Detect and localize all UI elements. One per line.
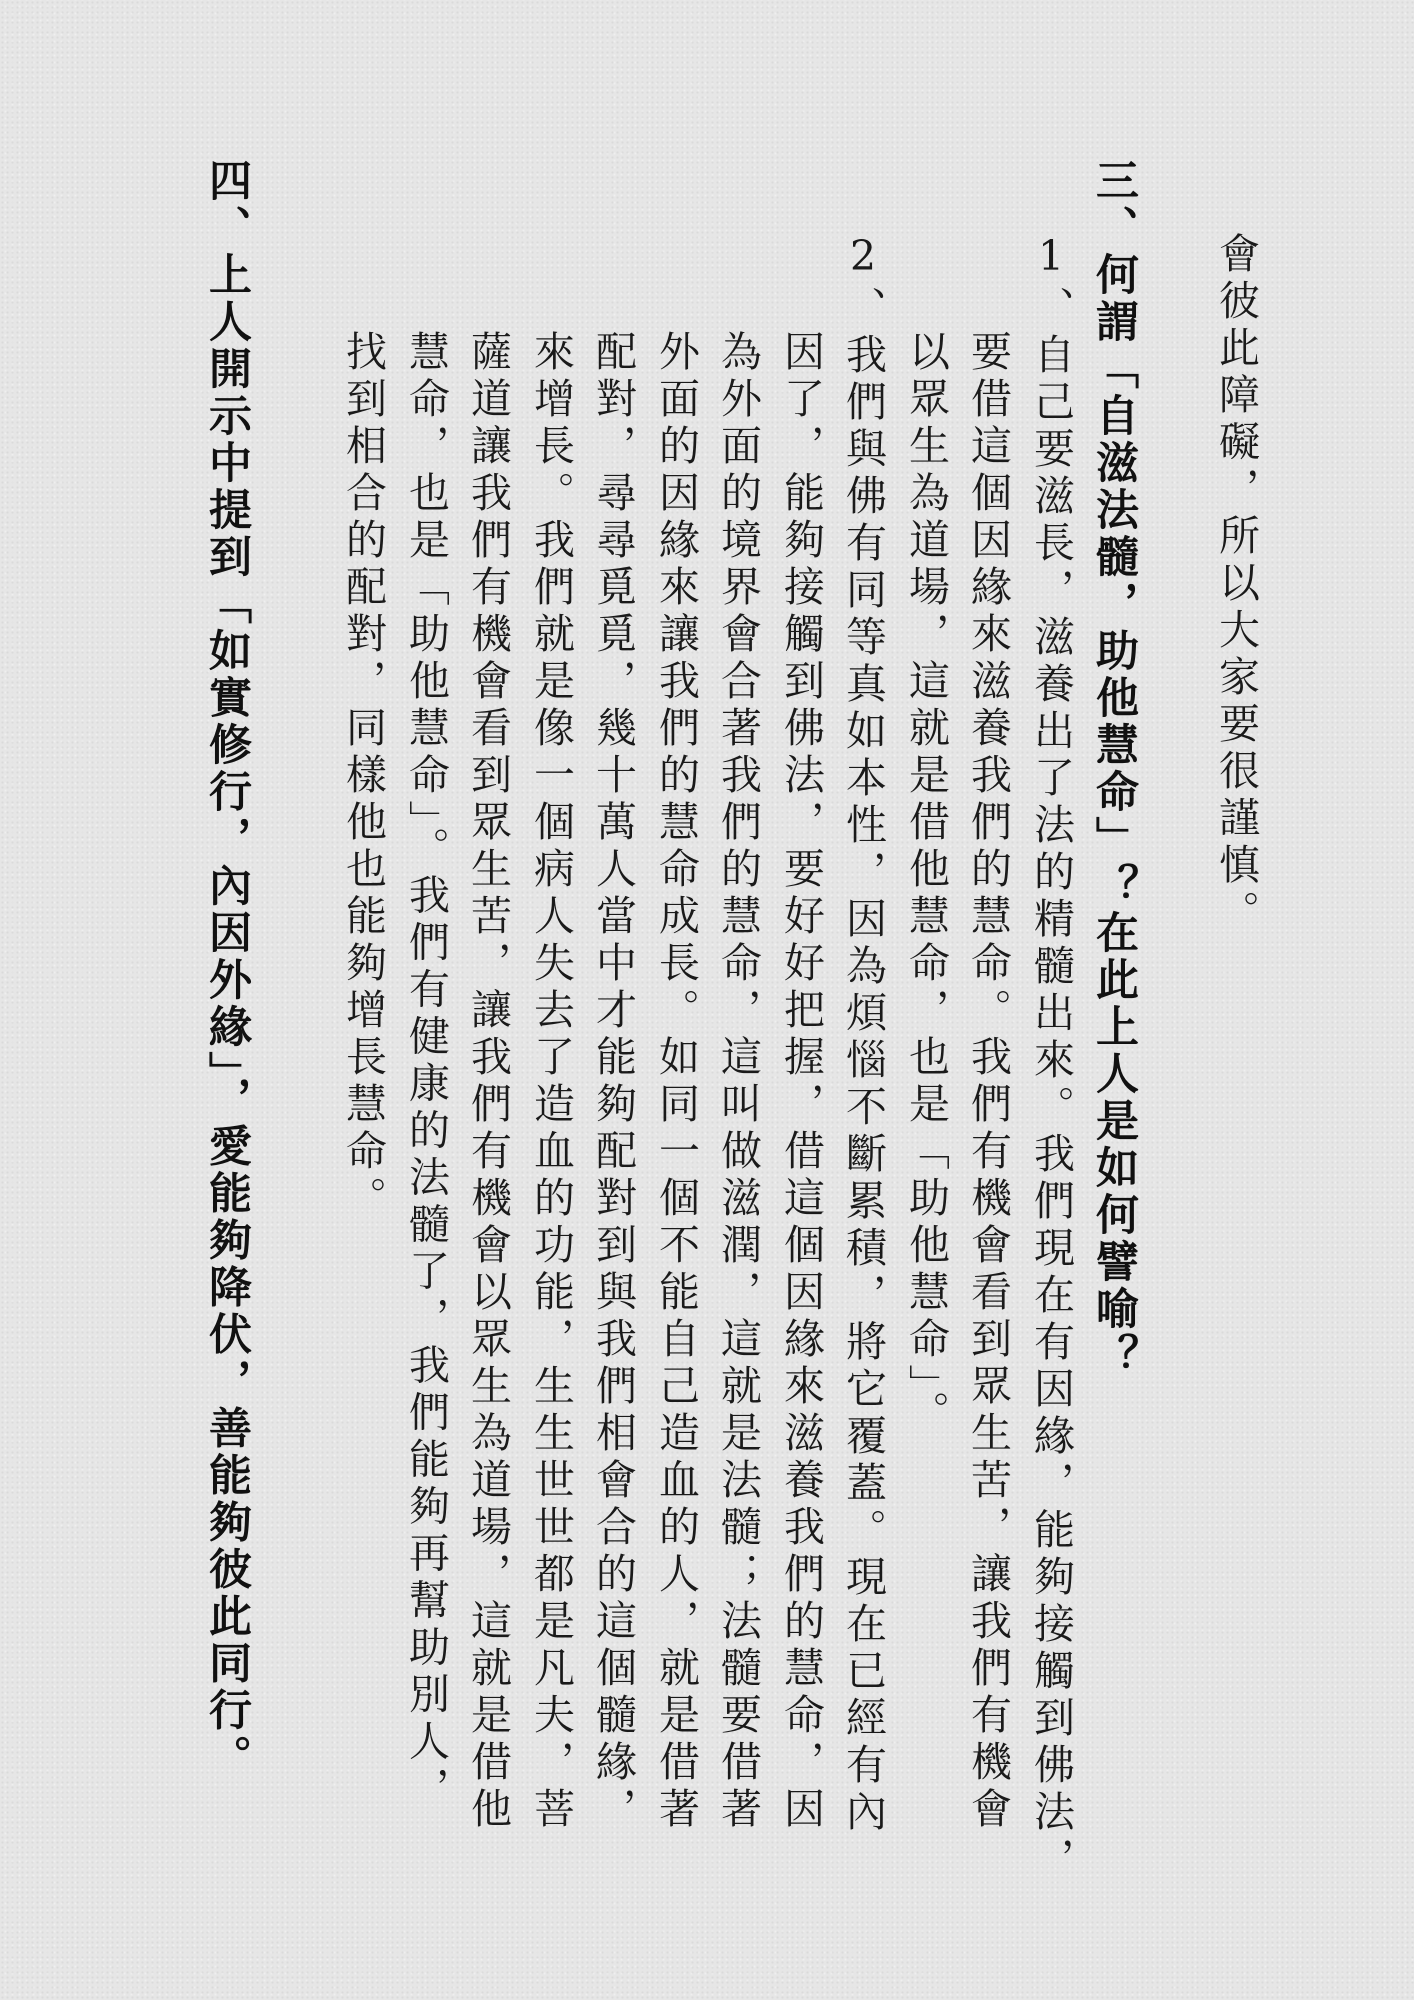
- item-2-line-6: 來增長。我們就是像一個病人失去了造血的功能，生生世世都是凡夫，菩: [527, 330, 575, 1834]
- item-2-line-3: 為外面的境界會合著我們的慧命，這叫做滋潤，這就是法髓；法髓要借著: [714, 330, 762, 1834]
- item-2-line-9: 找到相合的配對，同樣他也能夠增長慧命。: [339, 330, 387, 1223]
- item-2-line-8: 慧命，也是「助他慧命」。我們有健康的法髓了，我們能夠再幫助別人，: [402, 330, 450, 1814]
- section-heading-3: 三、何謂「自滋法髓，助他慧命」？在此上人是如何譬喻？: [1089, 158, 1139, 1380]
- item-1-line-1: 1、自己要滋長，滋養出了法的精髓出來。我們現在有因緣，能夠接觸到佛法，: [1027, 232, 1075, 1884]
- item-2-line-2: 因了，能夠接觸到佛法，要好好把握，借這個因緣來滋養我們的慧命，因: [777, 330, 825, 1834]
- item-2-line-7: 薩道讓我們有機會看到眾生苦，讓我們有機會以眾生為道場，這就是借他: [464, 330, 512, 1834]
- item-1-line-2: 要借這個因緣來滋養我們的慧命。我們有機會看到眾生苦，讓我們有機會: [964, 330, 1012, 1834]
- section-heading-4: 四、上人開示中提到「如實修行，內因外緣」，愛能夠降伏，善能夠彼此同行。: [202, 158, 252, 1782]
- item-2-line-4: 外面的因緣來讓我們的慧命成長。如同一個不能自己造血的人，就是借著: [652, 330, 700, 1834]
- item-2-line-5: 配對，尋尋覓覓，幾十萬人當中才能夠配對到與我們相會合的這個髓緣，: [589, 330, 637, 1834]
- text-column-1: 會彼此障礙，所以大家要很謹慎。: [1212, 232, 1260, 937]
- item-2-line-1: 2、我們與佛有同等真如本性，因為煩惱不斷累積，將它覆蓋。現在已經有內: [839, 232, 887, 1837]
- item-1-line-3: 以眾生為道場，這就是借他慧命，也是「助他慧命」。: [902, 330, 950, 1438]
